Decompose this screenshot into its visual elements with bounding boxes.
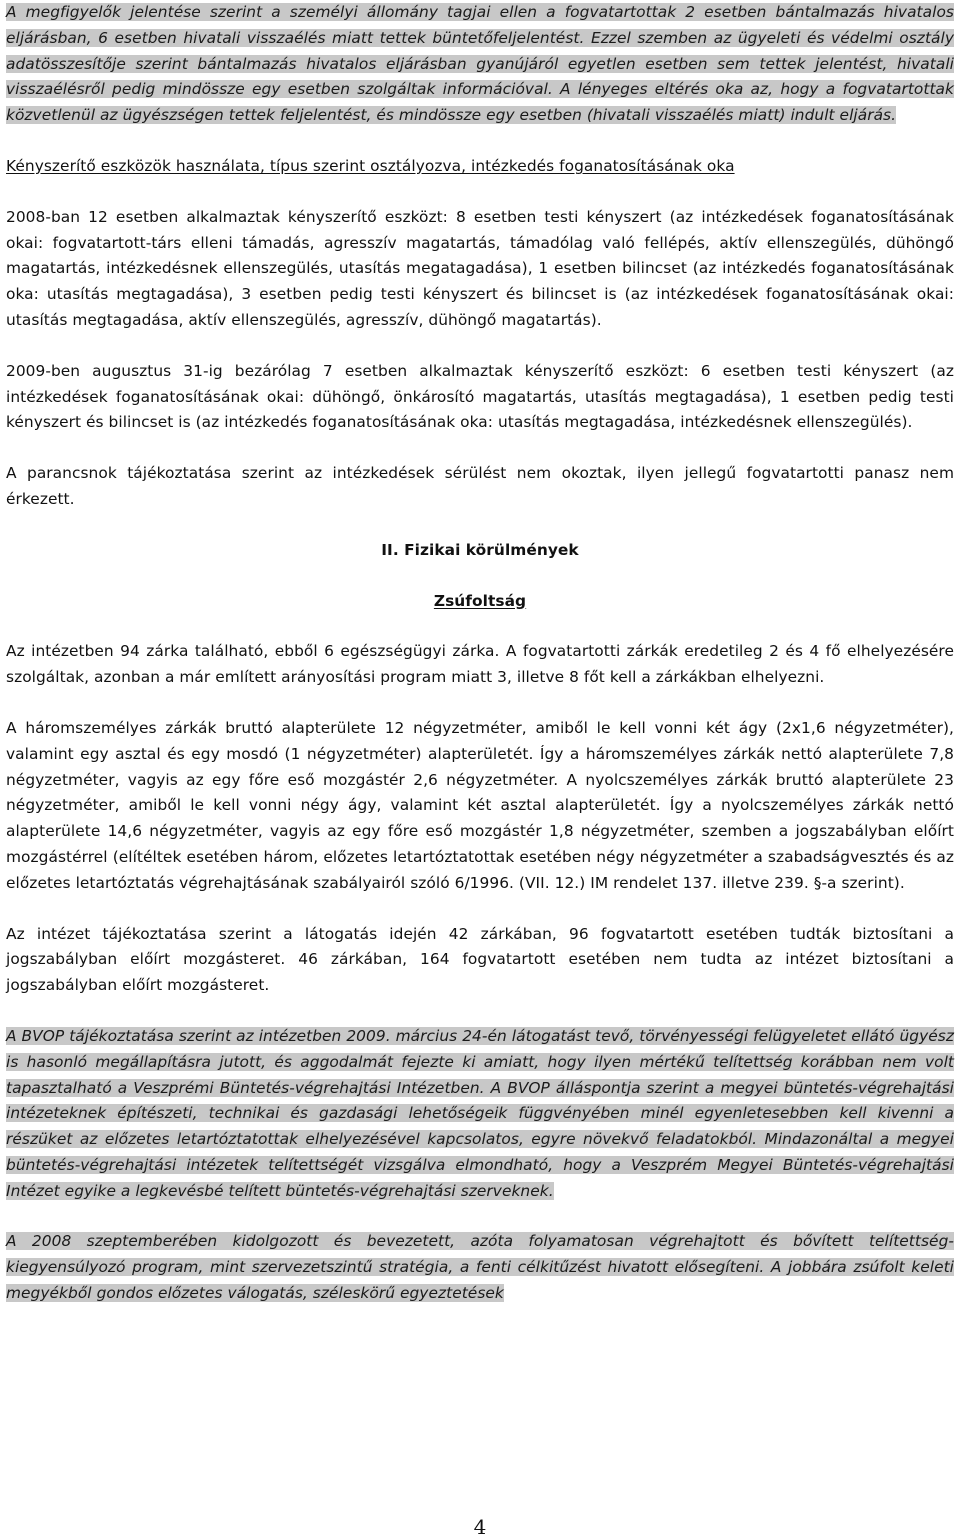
page-number: 4: [473, 1515, 487, 1539]
section-title-coercive-means: [6, 154, 954, 180]
paragraph-visit-space: Az intézet tájékoztatása szerint a látogatás idején 42 zárkában, 96 fogvatartott esetében tudták biztosítani a jogszabályban előírt mozgásteret. 46 zárkában, 164 fogvatartott esetében nem tudta az intézet biztosítani a jogszabályban előírt mozgásteret.: [6, 924, 954, 995]
document-page: [6, 0, 954, 1307]
paragraph-bvop-info-text: A BVOP tájékoztatása szerint az intézetben 2009. március 24-én látogatást tevő, törvényességi felügyeletet ellátó ügyész is hasonló megállapításra jutott, és aggodalmát fejezte ki amiatt, hogy ilyen mértékű telítettség korábban nem volt tapasztalható a Veszprémi Büntetés-végrehajtási Intézetben. A BVOP álláspontja szerint a megyei büntetés-végrehajtási intézeteknek építészeti, technikai és gazdasági lehetőségeik függvényében minél egyenletesebben kell kivenni a részüket az előzetes letartóztatottak elhelyezésével kapcsolatos, egyre növekvő feladatokból. Mindazonáltal a megyei büntetés-végrehajtási intézetek telítettségét vizsgálva elmondható, hogy a Veszprém Megyei Büntetés-végrehajtási Intézet egyike a legkevésbé telített büntetés-végrehajtási szerveknek.: [6, 1026, 954, 1200]
paragraph-complaints-text: A megfigyelők jelentése szerint a személyi állomány tagjai ellen a fogvatartottak 2 esetben bántalmazás hivatalos eljárásban, 6 esetben hivatali visszaélés miatt tettek büntetőfeljelentést. Ezzel szemben az ügyeleti és védelmi osztály adatösszesítője szerint bántalmazás hivatalos eljárásban gyanújáról egyetlen esetben sem tettek jelentést, hivatali visszaélésről pedig mindössze egy esetben szolgáltak információval. A lényeges eltérés oka az, hogy a fogvatartottak közvetlenül az ügyészségen tettek feljelentést, és mindössze egy esetben (hivatali visszaélés miatt) indult eljárás.: [6, 3, 954, 125]
paragraph-2009-coercion: 2009-ben augusztus 31-ig bezárólag 7 esetben alkalmaztak kényszerítő eszközt: 6 esetben testi kényszert (az intézkedések foganatosításának okai: dühöngő, önkárosító magatartás, utasítás megtagadása), 1 esetben pedig testi kényszert és bilincset is (az intézkedés foganatosításának oka: utasítás megtagadása, intézkedésnek ellenszegülés).: [6, 361, 954, 432]
paragraph-balancing-program-text: A 2008 szeptemberében kidolgozott és bevezetett, azóta folyamatosan végrehajtott és bővített telítettség-kiegyensúlyozó program, mint szervezetszintű stratégia, a fenti célkitűzést hivatott elősegíteni. A jobbára zsúfolt keleti megyékből gondos előzetes válogatás, széleskörű egyeztetések: [6, 1232, 954, 1303]
paragraph-complaints: [6, 0, 954, 129]
paragraph-2008-coercion: 2008-ban 12 esetben alkalmaztak kényszerítő eszközt: 8 esetben testi kényszert (az intézkedések foganatosításának okai: fogvatartott-társ elleni támadás, agresszív magatartás, támadólag való fellépés, aktív ellenszegülés, dühöngő magatartás, intézkedésnek ellenszegülés, utasítás megatagadása), 1 esetben bilincset (az intézkedés foganatosításának oka: utasítás megtagadása), 3 esetben pedig testi kényszert és bilincset is (az intézkedések foganatosításának okai: utasítás megtagadása, aktív ellenszegülés, agresszív, dühöngő magatartás).: [6, 207, 954, 329]
paragraph-commander-info: A parancsnok tájékoztatása szerint az intézkedések sérülést nem okoztak, ilyen jellegű fogvatartotti panasz nem érkezett.: [6, 464, 954, 508]
section-title-text: Kényszerítő eszközök használata, típus szerint osztályozva, intézkedés foganatosításának oka: [6, 156, 735, 175]
heading-physical-conditions: II. Fizikai körülmények: [381, 540, 579, 559]
heading-overcrowding: Zsúfoltság: [433, 591, 527, 610]
paragraph-balancing-program: [6, 1229, 954, 1306]
paragraph-cell-area: A háromszemélyes zárkák bruttó alapterülete 12 négyzetméter, amiből le kell vonni két ágy (2x1,6 négyzetméter), valamint egy asztal és egy mosdó (1 négyzetméter) alapterületét. Így a háromszemélyes zárkák nettó alapterülete 7,8 négyzetméter, vagyis az egy főre eső mozgástér 2,6 négyzetméter. A nyolcszemélyes zárkák bruttó alapterülete 23 négyzetméter, amiből le kell vonni négy ágy, valamint két asztal alapterületét. Így a nyolcszemélyes zárkák nettó alapterülete 14,6 négyzetméter, vagyis az egy főre eső mozgástér 1,8 négyzetméter, szemben a jogszabályban előírt mozgástérrel (elítéltek esetében három, előzetes letartóztatottak esetében négy négyzetméter a szabadságvesztés és az előzetes letartóztatás végrehajtásának szabályairól szóló 6/1996. (VII. 12.) IM rendelet 137. illetve 239. §-a szerint).: [6, 718, 954, 892]
paragraph-cell-count: Az intézetben 94 zárka található, ebből 6 egészségügyi zárka. A fogvatartotti zárkák eredetileg 2 és 4 fő elhelyezésére szolgáltak, azonban a már említett arányosítási program miatt 3, illetve 8 főt kell a zárkákban elhelyezni.: [6, 642, 954, 687]
paragraph-bvop-info: [6, 1024, 954, 1205]
